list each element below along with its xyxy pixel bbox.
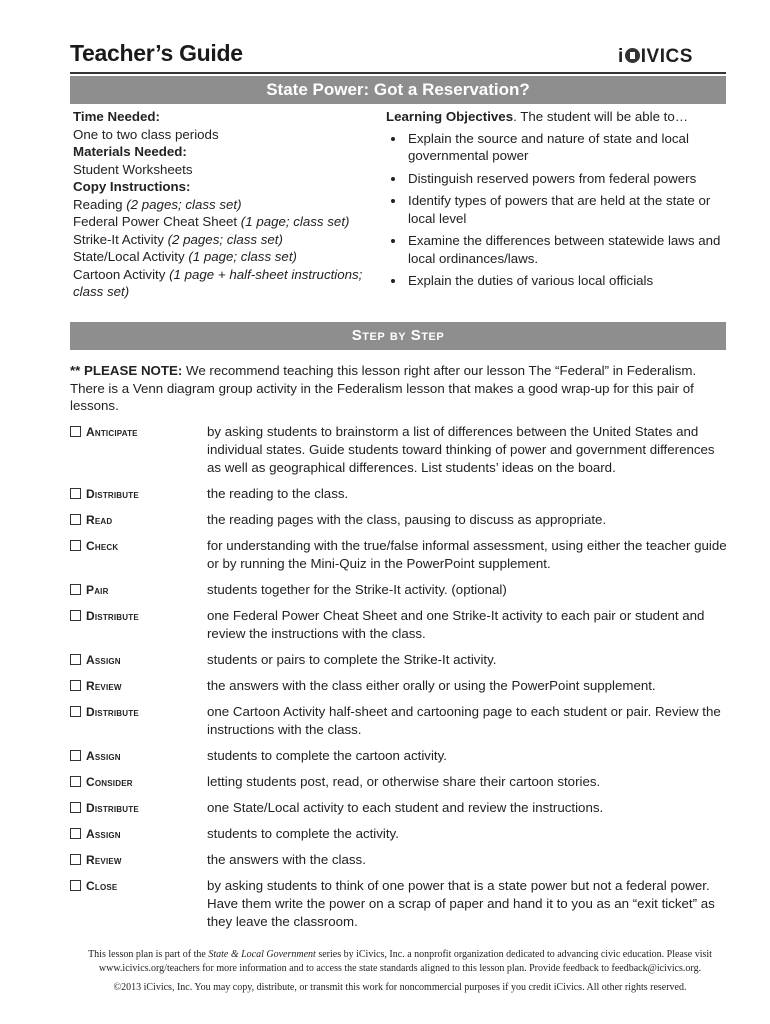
step-row: Anticipate by asking students to brainstorm a list of differences between the United States and individual states. Guide students toward thinking of power and government differences as well as geographical differences. List students’ ideas on the board. — [70, 423, 730, 477]
checkbox-icon — [70, 584, 81, 595]
materials-heading: Materials Needed: — [73, 144, 187, 159]
footer-description: This lesson plan is part of the State & Local Government series by iCivics, Inc. a nonprofit organization dedicated to advancing civic education. Please visit www.icivics.org/teachers for more information and to access the state standards aligned to this lesson plan. Provide feedback to feedback@icivics.org. — [88, 949, 712, 974]
footer-copyright: ©2013 iCivics, Inc. You may copy, distribute, or transmit this work for noncommercial purposes if you credit iCivics. All other rights reserved. — [113, 982, 687, 993]
checkbox-icon — [70, 802, 81, 813]
header-rule — [70, 72, 726, 74]
checkbox-icon — [70, 488, 81, 499]
time-value: One to two class periods — [73, 126, 219, 142]
lesson-title-banner: State Power: Got a Reservation? — [70, 76, 726, 104]
checkbox-icon — [70, 776, 81, 787]
copy-item: Reading (2 pages; class set) — [73, 196, 242, 212]
icivics-logo: i IVICS — [618, 46, 693, 67]
step-row: Check for understanding with the true/false informal assessment, using either the teacher guide or by running the Mini-Quiz in the PowerPoint supplement. — [70, 537, 730, 573]
step-row: Review the answers with the class either orally or using the PowerPoint supplement. — [70, 677, 730, 695]
objective-item: • Distinguish reserved powers from federal powers — [406, 170, 726, 188]
time-heading: Time Needed: — [73, 109, 160, 124]
step-row: Read the reading pages with the class, pausing to discuss as appropriate. — [70, 511, 730, 529]
footer — [70, 948, 730, 995]
objective-item: • Identify types of powers that are held at the state or local level — [406, 192, 726, 227]
step-row: Assign students to complete the activity. — [70, 825, 730, 843]
checkbox-icon — [70, 880, 81, 891]
step-row: Assign students or pairs to complete the Strike-It activity. — [70, 651, 730, 669]
step-row: Review the answers with the class. — [70, 851, 730, 869]
checkbox-icon — [70, 750, 81, 761]
step-list — [70, 423, 730, 939]
checkbox-icon — [70, 854, 81, 865]
copy-item: State/Local Activity (1 page; class set) — [73, 249, 297, 264]
step-row: Consider letting students post, read, or otherwise share their cartoon stories. — [70, 773, 730, 791]
step-row: Assign students to complete the cartoon activity. — [70, 747, 730, 765]
note-text: We recommend teaching this lesson right after our lesson The “Federal” in Federalism. There is a Venn diagram group activity in the Federalism lesson that makes a good wrap-up for this pair of lessons. — [70, 363, 697, 413]
step-by-step-banner: Step by Step — [70, 322, 726, 350]
step-row: Distribute one State/Local activity to each student and review the instructions. — [70, 799, 730, 817]
step-row: Pair students together for the Strike-It activity. (optional) — [70, 581, 730, 599]
objectives-intro: . The student will be able to… — [513, 109, 689, 124]
page-title: Teacher’s Guide — [70, 40, 243, 66]
materials-value: Student Worksheets — [73, 161, 193, 177]
logo-c-icon — [625, 48, 640, 63]
copy-item: Cartoon Activity (1 page + half-sheet instructions; class set) — [73, 266, 363, 299]
checkbox-icon — [70, 654, 81, 665]
step-row: Distribute one Federal Power Cheat Sheet and one Strike-It activity to each pair or student and review the instructions with the class. — [70, 607, 730, 643]
copy-heading: Copy Instructions: — [73, 179, 191, 194]
objective-item: • Explain the source and nature of state and local governmental power — [406, 130, 726, 165]
step-row: Distribute the reading to the class. — [70, 485, 730, 503]
copy-item: Federal Power Cheat Sheet (1 page; class set) — [73, 214, 350, 229]
checkbox-icon — [70, 540, 81, 551]
step-row: Distribute one Cartoon Activity half-sheet and cartooning page to each student or pair. Review the instructions with the class. — [70, 703, 730, 739]
objective-item: • Explain the duties of various local officials — [406, 272, 726, 290]
step-row: Close by asking students to think of one power that is a state power but not a federal power. Have them write the power on a scrap of paper and hand it to you as an “exit ticket” as they leave the classroom. — [70, 877, 730, 931]
objective-item: • Examine the differences between statewide laws and local ordinances/laws. — [406, 232, 726, 267]
learning-objectives — [386, 108, 726, 295]
objectives-heading: Learning Objectives — [386, 109, 514, 124]
checkbox-icon — [70, 680, 81, 691]
checkbox-icon — [70, 514, 81, 525]
checkbox-icon — [70, 706, 81, 717]
please-note — [70, 362, 730, 415]
lesson-info — [73, 108, 373, 301]
checkbox-icon — [70, 610, 81, 621]
checkbox-icon — [70, 828, 81, 839]
copy-item: Strike-It Activity (2 pages; class set) — [73, 231, 283, 247]
note-label: ** PLEASE NOTE: — [70, 363, 183, 378]
checkbox-icon — [70, 426, 81, 437]
